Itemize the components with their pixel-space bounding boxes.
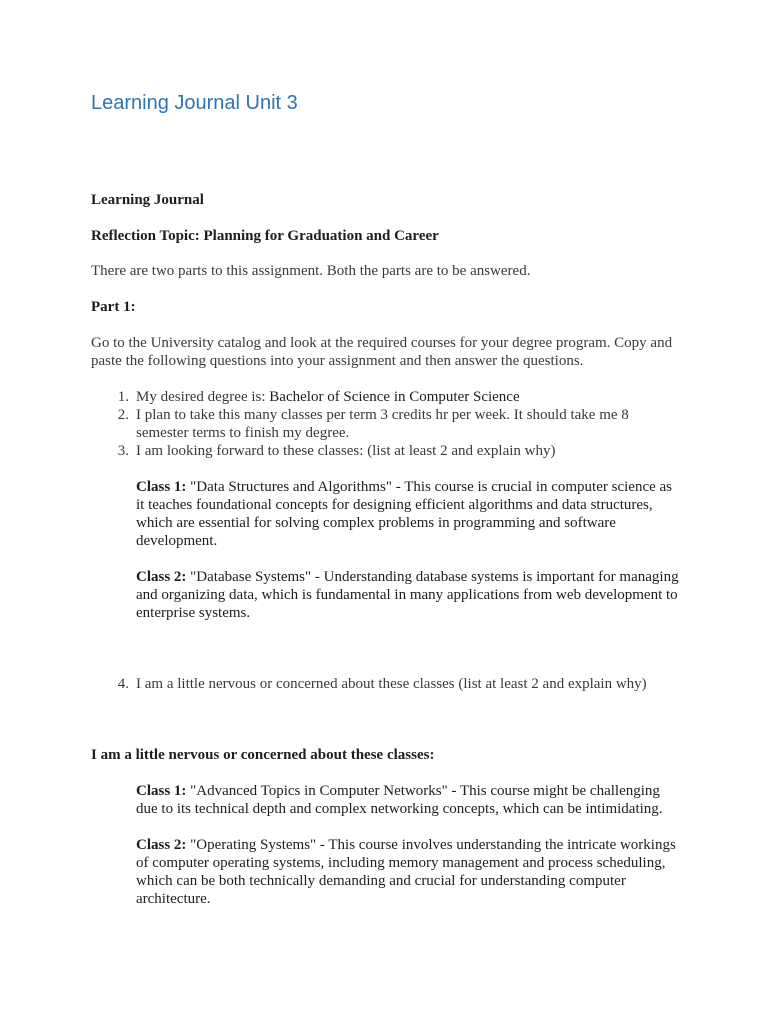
question-text: I am a little nervous or concerned about these classes (list at least 2 and explain why): [136, 676, 647, 692]
class-entry: [136, 478, 681, 550]
journal-heading: Learning Journal: [91, 192, 204, 208]
class-label: Class 2:: [136, 569, 187, 585]
question-text: My desired degree is:: [136, 389, 270, 405]
class-entry: [136, 568, 681, 622]
class-description: "Advanced Topics in Computer Networks" - This course might be challenging due to its technical depth and complex networking concepts, which can be intimidating.: [136, 783, 663, 817]
class-label: Class 1:: [136, 783, 187, 799]
list-number: 2.: [117, 407, 129, 423]
reflection-topic: Reflection Topic: Planning for Graduation and Career: [91, 228, 439, 244]
questions-list-continued: [91, 675, 691, 693]
concern-entry: [136, 782, 681, 818]
list-number: 3.: [117, 443, 129, 459]
list-item: [91, 406, 646, 442]
question-text: I am looking forward to these classes: (list at least 2 and explain why): [136, 443, 556, 459]
list-item: [91, 388, 691, 406]
class-description: "Operating Systems" - This course involves understanding the intricate workings of computer operating systems, including memory management and process scheduling, which can be both technically demanding and crucial for understanding computer architecture.: [136, 837, 676, 907]
instructions-paragraph: Go to the University catalog and look at the required courses for your degree program. Copy and paste the following questions into your assignment and then answer the questions.: [91, 335, 673, 369]
intro-paragraph: There are two parts to this assignment. Both the parts are to be answered.: [91, 263, 531, 279]
part-label: Part 1:: [91, 299, 136, 315]
class-label: Class 2:: [136, 837, 187, 853]
concern-entry: [136, 836, 681, 908]
concern-heading: I am a little nervous or concerned about these classes:: [91, 747, 435, 763]
degree-answer: Bachelor of Science in Computer Science: [269, 389, 520, 405]
list-number: 4.: [117, 676, 129, 692]
class-label: Class 1:: [136, 479, 187, 495]
class-description: "Database Systems" - Understanding database systems is important for managing and organizing data, which is fundamental in many applications from web development to enterprise systems.: [136, 569, 679, 621]
list-item: [91, 442, 691, 460]
list-number: 1.: [117, 389, 129, 405]
question-text: I plan to take this many classes per term 3 credits hr per week. It should take me 8 semester terms to finish my degree.: [136, 407, 629, 441]
list-item: [91, 675, 691, 693]
questions-list: [91, 388, 691, 460]
class-description: "Data Structures and Algorithms" - This course is crucial in computer science as it teaches foundational concepts for designing efficient algorithms and data structures, which are essential for solving complex problems in programming and software development.: [136, 479, 673, 549]
document-title: Learning Journal Unit 3: [91, 92, 298, 114]
